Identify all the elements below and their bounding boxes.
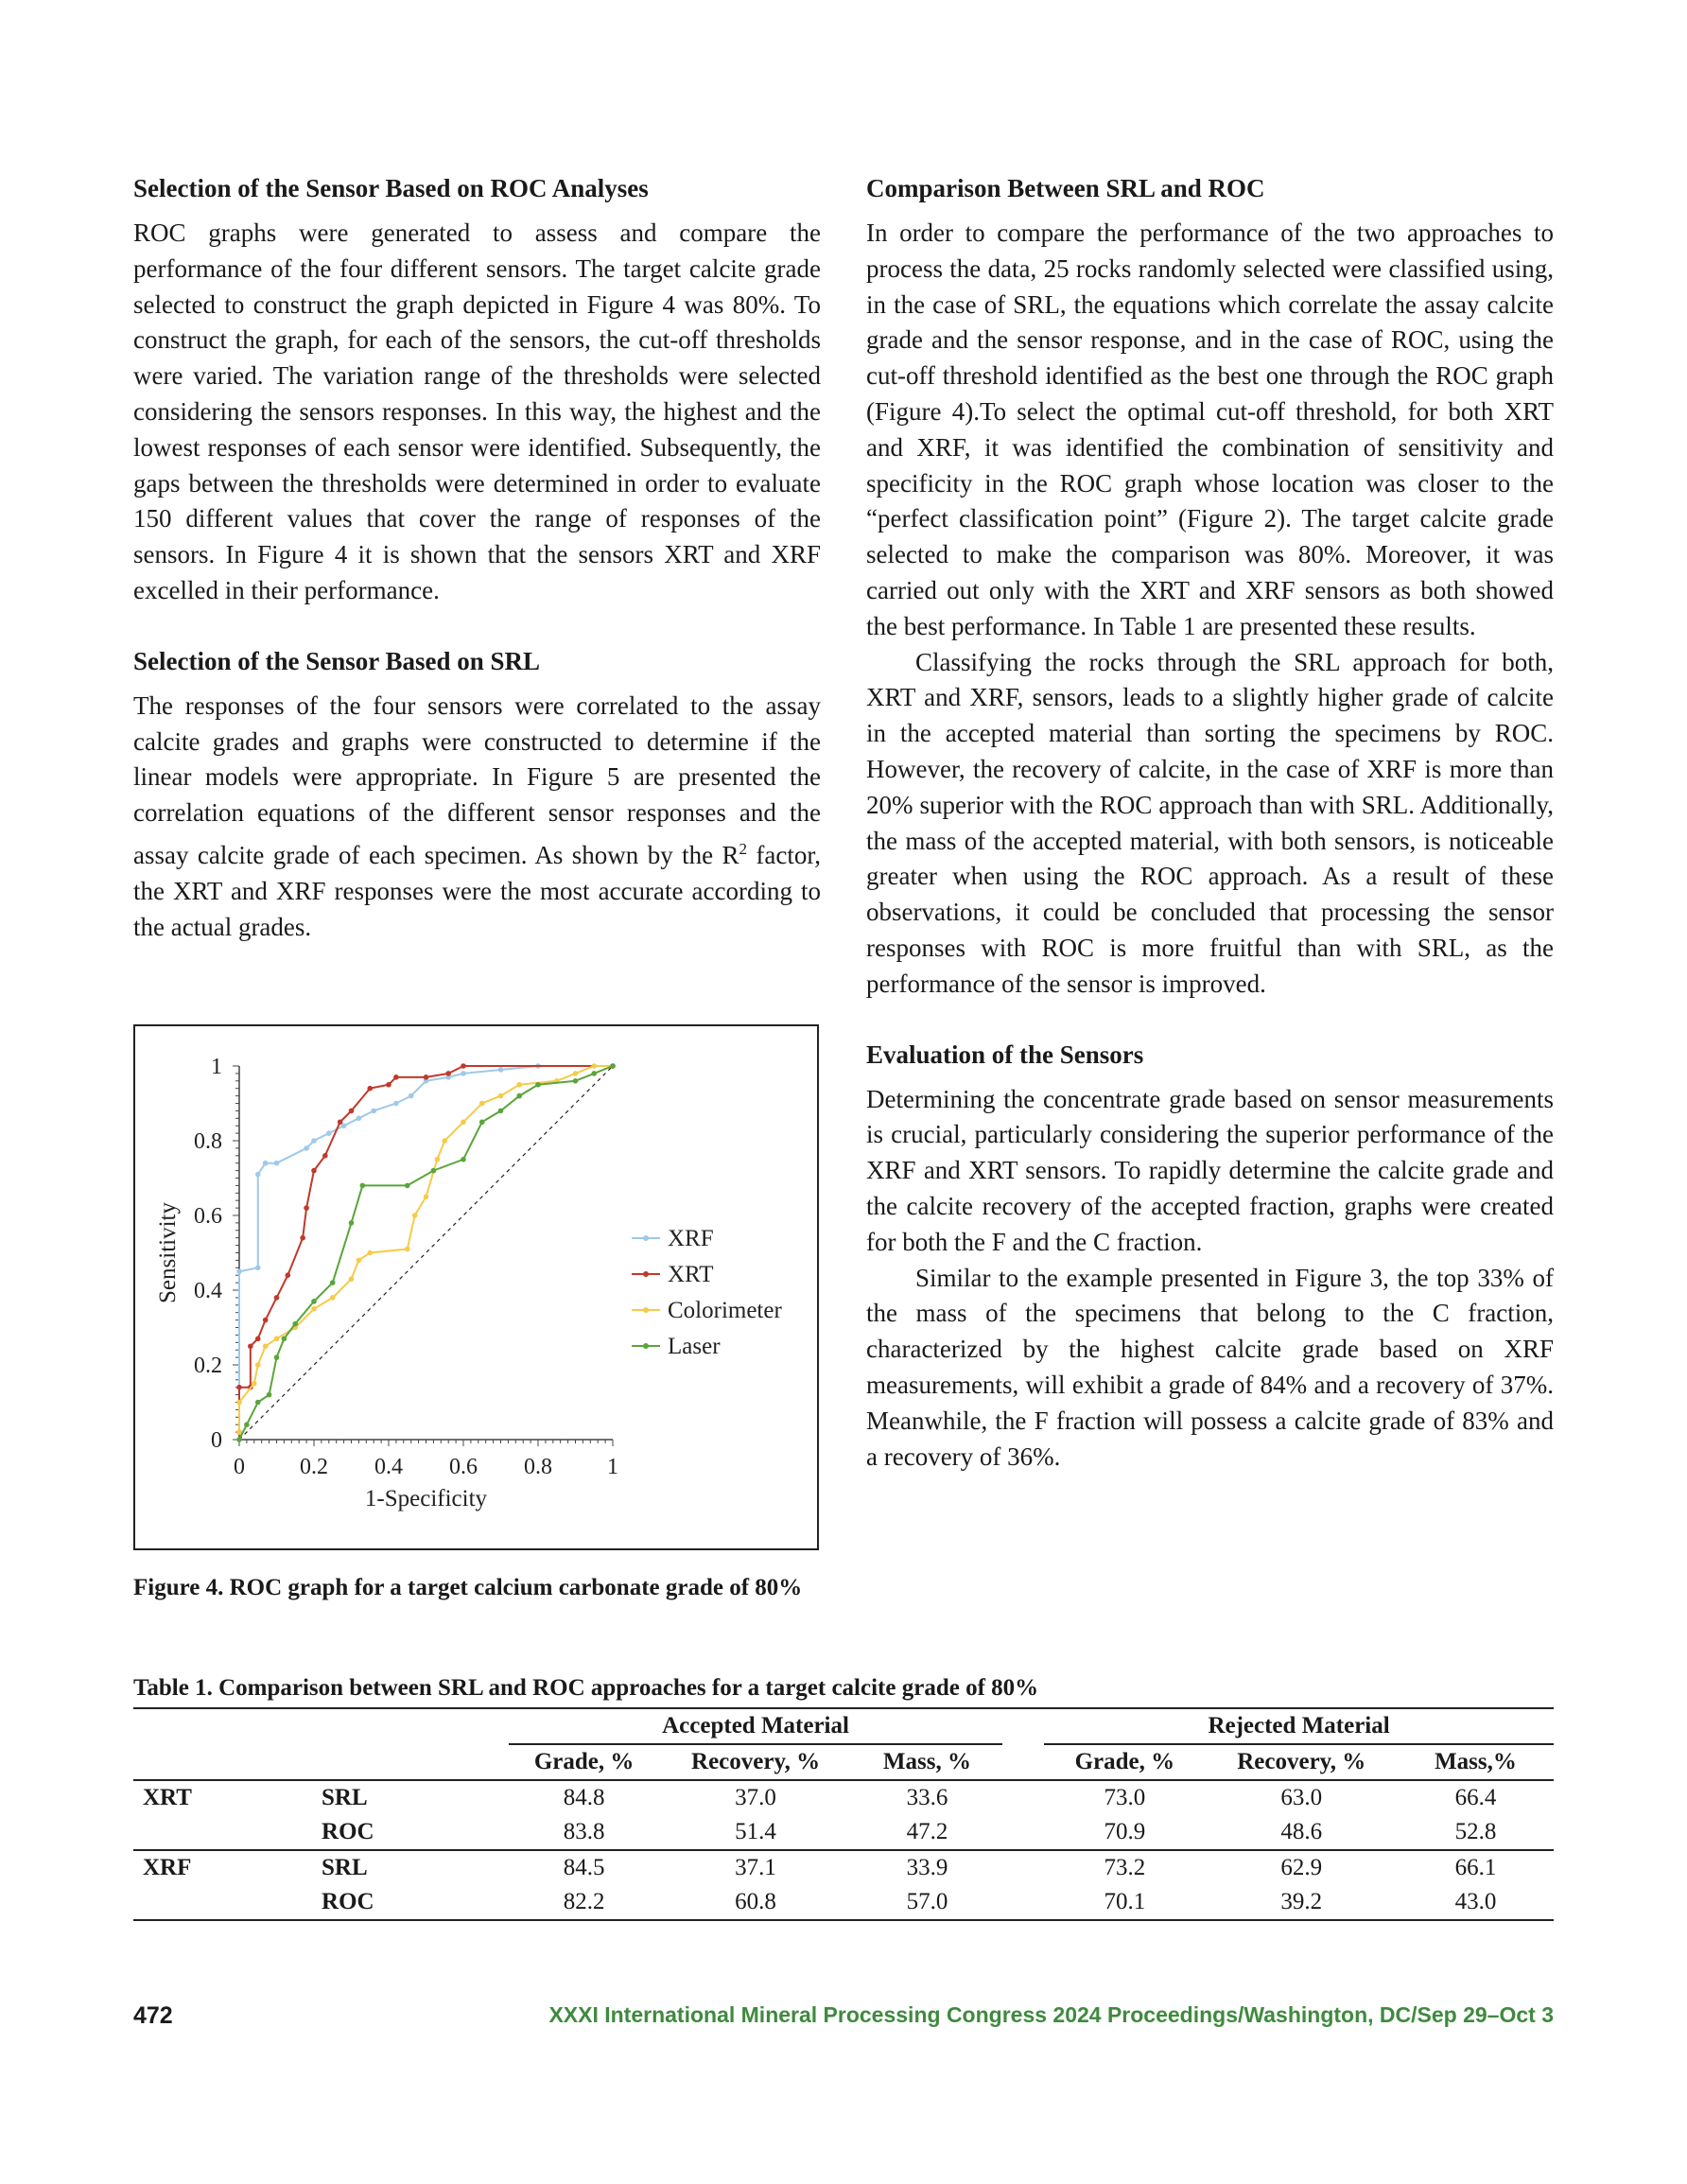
section-heading-evaluation: Evaluation of the Sensors [866,1040,1144,1069]
data-point-colorimeter [479,1101,485,1107]
figure-4-caption: Figure 4. ROC graph for a target calcium carbonate grade of 80% [133,1575,803,1600]
data-point-colorimeter [516,1082,522,1088]
data-point-laser [516,1093,522,1099]
table-cell: 66.1 [1398,1850,1554,1885]
accepted-material-header: Accepted Material [509,1708,1002,1744]
data-point-colorimeter [498,1093,504,1099]
data-point-xrf [263,1161,269,1166]
data-point-laser [244,1422,250,1427]
x-tick-label: 0 [234,1455,245,1479]
table-group-header-row [133,1708,1554,1744]
series-line-xrf [239,1066,613,1432]
table-1-title: Table 1. Comparison between SRL and ROC approaches for a target calcite grade of 80% [133,1675,1039,1701]
table-cell: 47.2 [906,1819,948,1844]
table-cell: 73.0 [1104,1785,1146,1810]
table-cell: 33.9 [852,1850,1002,1885]
data-point-colorimeter [255,1362,261,1368]
data-point-laser [236,1437,242,1442]
diagonal-reference-line [239,1066,613,1440]
sensor-label [133,1815,322,1850]
table-cell: 70.9 [1104,1819,1146,1844]
table-cell: 63.0 [1280,1785,1323,1810]
data-point-xrt [236,1385,242,1390]
data-point-laser [274,1354,280,1360]
x-tick-label: 0.8 [524,1455,552,1479]
data-point-laser [292,1321,298,1327]
data-point-xrt [304,1205,309,1211]
table-cell: 60.8 [735,1889,776,1914]
section-heading-srl: Selection of the Sensor Based on SRL [133,646,541,675]
legend-label-xrt: XRT [668,1262,714,1287]
data-point-laser [498,1109,504,1114]
data-point-colorimeter [236,1400,242,1406]
table-row [133,1850,1554,1885]
data-point-xrt [393,1075,399,1080]
paragraph-evaluation: Determining the concentrate grade based on sensor measurements is crucial, particularly considering the superior performance of the XRF and XRT sensors. To rapidly determine the calcite grade and the calcite recovery of the accepted fraction, graphs were created for both the F and the C fraction. [866,1084,1554,1256]
data-point-xrt [300,1235,305,1241]
data-point-colorimeter [424,1194,429,1199]
data-point-laser [479,1119,485,1125]
data-point-xrt [424,1075,429,1080]
table-row [133,1780,1554,1815]
figure-4-frame [133,1024,819,1550]
data-point-xrt [255,1337,261,1342]
legend-marker-xrt [643,1271,649,1277]
sensor-label: XRF [133,1850,322,1885]
y-axis-label: Sensitivity [155,1202,181,1303]
paragraph-example: Similar to the example presented in Figure 3, the top 33% of the mass of the specimens that belong to the C fraction, characterized by the highest calcite grade based on XRF measurements, will exhibit a grade of 84% and a recovery of 37%. Meanwhile, the F fraction will possess a calcite grade of 83% and a recovery of 36%. [866,1263,1554,1471]
data-point-xrf [274,1161,280,1166]
series-line-colorimeter [239,1066,613,1432]
data-point-xrf [304,1145,309,1151]
table-cell: 70.1 [1104,1889,1146,1914]
comparison-table [133,1707,1554,1921]
series-line-xrt [239,1066,613,1432]
data-point-xrf [255,1266,261,1271]
page-number: 472 [133,2002,173,2029]
data-point-colorimeter [461,1119,466,1125]
sensor-label: XRT [143,1785,192,1810]
data-point-laser [535,1082,541,1088]
data-point-colorimeter [442,1138,447,1144]
col-header: Mass,% [1435,1749,1517,1774]
table-cell: 82.2 [563,1889,605,1914]
right-column [866,170,1554,1475]
sensor-label [133,1885,322,1920]
data-point-xrf [461,1071,466,1076]
x-axis-label: 1-Specificity [364,1486,488,1511]
data-point-colorimeter [349,1276,355,1282]
data-point-xrf [326,1130,332,1136]
col-header: Recovery, % [691,1749,821,1774]
data-point-laser [311,1299,317,1304]
paragraph-roc-analyses: ROC graphs were generated to assess and compare the performance of the four different sensors. The target calcite grade selected to construct the graph depicted in Figure 4 was 80%. To construct the graph, for each of the sensors, the cut-off thresholds were varied. The variation range of the thresholds were selected considering the sensors responses. In this way, the highest and the lowest responses of each sensor were identified. Subsequently, the gaps between the thresholds were determined in order to evaluate 150 different values that cover the range of responses of the sensors. In Figure 4 it is shown that the sensors XRT and XRF excelled in their performance. [133,218,821,604]
data-point-colorimeter [367,1250,373,1256]
section-heading-comparison: Comparison Between SRL and ROC [866,174,1265,202]
legend-label-xrf: XRF [668,1226,714,1251]
data-point-xrf [311,1138,317,1144]
data-point-colorimeter [263,1343,269,1349]
y-tick-label: 0.8 [194,1129,222,1154]
data-point-colorimeter [573,1071,579,1076]
data-point-xrt [286,1272,291,1278]
legend-marker-xrf [643,1235,649,1241]
data-point-laser [267,1392,272,1398]
data-point-xrt [338,1119,343,1125]
data-point-xrt [322,1153,328,1159]
table-cell: 33.6 [906,1785,948,1810]
paragraph-comparison: In order to compare the performance of the two approaches to process the data, 25 rocks randomly selected were classified using, in the case of SRL, the equations which correlate the assay calcite grade and the sensor response, and in the case of ROC, using the cut-off threshold identified as the best one through the ROC graph (Figure 4).To select the optimal cut-off threshold, for both XRT and XRF, it was identified the combination of sensitivity and specificity in the ROC graph whose location was closer to the “perfect classification point” (Figure 2). The target calcite grade selected to make the comparison was 80%. Moreover, it was carried out only with the XRT and XRF sensors as both showed the best performance. In Table 1 are presented these results. [866,218,1554,640]
table-cell: 51.4 [735,1819,776,1844]
data-point-xrt [445,1071,451,1076]
data-point-laser [282,1337,287,1342]
data-point-xrt [274,1295,280,1301]
table-cell: 57.0 [906,1889,948,1914]
data-point-xrt [349,1109,355,1114]
data-point-colorimeter [412,1213,418,1218]
data-point-colorimeter [330,1295,336,1301]
table-cell: 52.8 [1454,1819,1497,1844]
y-tick-label: 1 [211,1055,222,1079]
data-point-laser [330,1280,336,1285]
table-cell: 37.0 [735,1785,776,1810]
data-point-xrf [393,1101,399,1107]
x-tick-label: 0.2 [300,1455,328,1479]
footer-proceedings: XXXI International Mineral Processing Congress 2024 Proceedings/Washington, DC/Sep 29–Oct 3 [548,2002,1554,2027]
data-point-laser [610,1063,616,1069]
data-point-xrf [357,1116,362,1122]
data-point-colorimeter [591,1063,597,1069]
data-point-laser [349,1220,355,1226]
x-tick-label: 0.4 [374,1455,403,1479]
roc-chart [135,1026,817,1548]
y-tick-label: 0 [211,1428,222,1453]
table-row [133,1815,1554,1850]
col-header: Grade, % [533,1749,635,1774]
table-column-header-row [133,1744,1554,1780]
data-point-colorimeter [274,1337,280,1342]
table-cell: 84.5 [509,1850,659,1885]
method-label: SRL [322,1850,509,1885]
x-tick-label: 0.6 [449,1455,478,1479]
data-point-xrt [311,1168,317,1174]
y-tick-label: 0.4 [194,1279,222,1303]
data-point-laser [360,1183,366,1189]
paragraph-srl: The responses of the four sensors were correlated to the assay calcite grades and graphs were constructed to determine if the linear models were appropriate. In Figure 5 are presented the correlation equations of the different sensor responses and the assay calcite grade of each specimen. As shown by the $R^2$ factor, the XRT and XRF responses were the most accurate according to the actual grades. [133,690,821,941]
method-label: SRL [322,1785,368,1810]
table-row [133,1885,1554,1920]
data-point-xrt [367,1086,373,1092]
table-cell: 84.8 [563,1785,605,1810]
left-column [133,170,821,945]
col-header: Recovery, % [1237,1749,1366,1774]
data-point-laser [461,1157,466,1162]
method-label: ROC [322,1889,374,1914]
data-point-laser [591,1071,597,1076]
y-tick-label: 0.6 [194,1204,222,1229]
col-header: Mass, % [882,1749,971,1774]
table-cell: 62.9 [1206,1850,1398,1885]
data-point-laser [405,1183,410,1189]
legend-label-laser: Laser [668,1334,721,1359]
data-point-colorimeter [435,1157,441,1162]
x-tick-label: 1 [607,1455,618,1479]
legend-label-colorimeter: Colorimeter [668,1298,782,1323]
data-point-colorimeter [252,1381,257,1387]
data-point-xrf [236,1268,242,1274]
paragraph-classifying: Classifying the rocks through the SRL approach for both, XRT and XRF, sensors, leads to a slightly higher grade of calcite in the accepted material than sorting the specimens by ROC. However, the recovery of calcite, in the case of XRF is more than 20% superior with the ROC approach than with SRL. Additionally, the mass of the accepted material, with both sensors, is noticeable greater when using the ROC approach. As a result of these observations, it could be concluded that processing the sensor responses with ROC is more fruitful than with SRL, as the performance of the sensor is improved. [866,647,1554,998]
section-heading-roc: Selection of the Sensor Based on ROC Analyses [133,174,649,202]
data-point-xrf [498,1067,504,1073]
rejected-material-header: Rejected Material [1044,1708,1554,1744]
table-cell: 66.4 [1454,1785,1497,1810]
table-cell: 37.1 [659,1850,851,1885]
data-point-xrt [461,1063,466,1069]
data-point-xrf [409,1093,414,1099]
method-label: ROC [322,1819,374,1844]
data-point-xrt [386,1082,391,1088]
col-header: Grade, % [1074,1749,1175,1774]
legend-marker-colorimeter [643,1307,649,1313]
data-point-colorimeter [405,1247,410,1252]
data-point-laser [255,1400,261,1406]
table-cell: 39.2 [1280,1889,1323,1914]
data-point-xrt [248,1343,253,1349]
data-point-colorimeter [311,1306,317,1312]
legend-marker-laser [643,1343,649,1349]
table-cell: 73.2 [1044,1850,1205,1885]
data-point-colorimeter [357,1258,362,1264]
table-cell: 43.0 [1454,1889,1497,1914]
y-tick-label: 0.2 [194,1354,222,1378]
data-point-xrf [371,1109,376,1114]
data-point-xrt [263,1318,269,1323]
data-point-xrf [341,1123,347,1128]
table-cell: 83.8 [563,1819,605,1844]
data-point-laser [573,1078,579,1084]
table-cell: 48.6 [1280,1819,1323,1844]
data-point-xrf [255,1172,261,1178]
data-point-laser [431,1168,437,1174]
